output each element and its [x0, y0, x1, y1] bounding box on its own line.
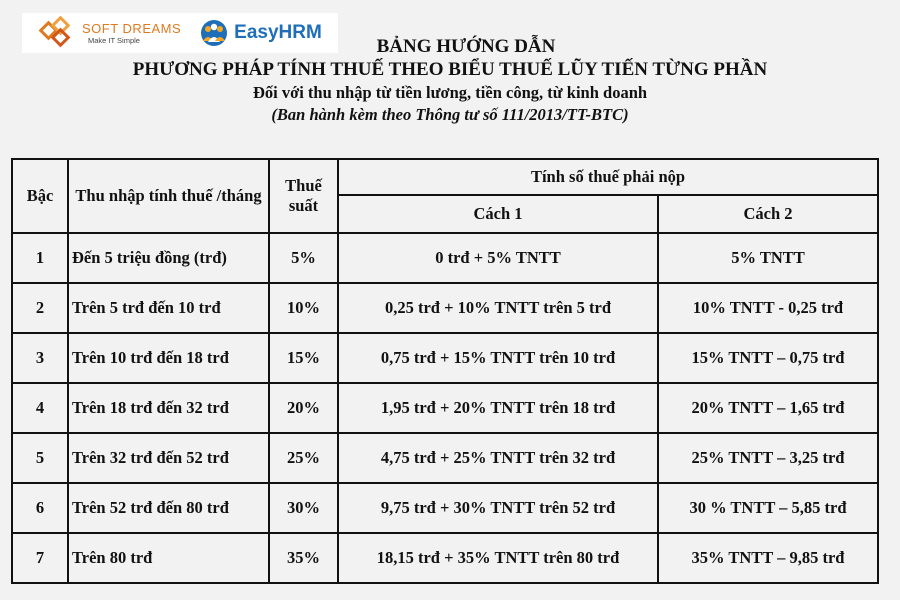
cell-method1: 1,95 trđ + 20% TNTT trên 18 trđ [338, 383, 658, 433]
table-row [12, 333, 878, 383]
cell-income: Trên 52 trđ đến 80 trđ [68, 483, 269, 533]
cell-method1: 0,25 trđ + 10% TNTT trên 5 trđ [338, 283, 658, 333]
softdreams-name: SOFT DREAMS [82, 20, 182, 36]
cell-bac: 3 [12, 333, 68, 383]
cell-method2: 30 % TNTT – 5,85 trđ [658, 483, 878, 533]
cell-method2: 20% TNTT – 1,65 trđ [658, 383, 878, 433]
cell-method1: 0,75 trđ + 15% TNTT trên 10 trđ [338, 333, 658, 383]
cell-rate: 25% [269, 433, 338, 483]
cell-rate: 20% [269, 383, 338, 433]
heading-line3: Đối với thu nhập từ tiền lương, tiền công, từ kinh doanh [252, 83, 648, 102]
heading-line4: (Ban hành kèm theo Thông tư số 111/2013/TT-BTC) [271, 105, 629, 124]
heading-line1: BẢNG HƯỚNG DẪN [376, 36, 556, 57]
cell-rate: 5% [269, 233, 338, 283]
cell-bac: 7 [12, 533, 68, 583]
table-row [12, 283, 878, 333]
cell-rate: 15% [269, 333, 338, 383]
cell-method2: 15% TNTT – 0,75 trđ [658, 333, 878, 383]
cell-method2: 35% TNTT – 9,85 trđ [658, 533, 878, 583]
header-method1: Cách 1 [338, 195, 658, 233]
cell-method2: 25% TNTT – 3,25 trđ [658, 433, 878, 483]
cell-income: Trên 10 trđ đến 18 trđ [68, 333, 269, 383]
softdreams-tagline: Make IT Simple [88, 35, 140, 45]
header-rate: Thuế suất [269, 159, 338, 233]
cell-rate: 10% [269, 283, 338, 333]
document-heading [0, 36, 900, 126]
cell-method1: 0 trđ + 5% TNTT [338, 233, 658, 283]
cell-bac: 2 [12, 283, 68, 333]
cell-bac: 4 [12, 383, 68, 433]
header-income: Thu nhập tính thuế /tháng [68, 159, 269, 233]
easyhrm-hrm: HRM [278, 22, 322, 43]
cell-method1: 9,75 trđ + 30% TNTT trên 52 trđ [338, 483, 658, 533]
table-row [12, 483, 878, 533]
cell-income: Trên 5 trđ đến 10 trđ [68, 283, 269, 333]
header-calc: Tính số thuế phải nộp [338, 159, 878, 195]
table-row [12, 233, 878, 283]
cell-income: Trên 32 trđ đến 52 trđ [68, 433, 269, 483]
table-row [12, 383, 878, 433]
cell-income: Đến 5 triệu đồng (trđ) [68, 233, 269, 283]
cell-rate: 30% [269, 483, 338, 533]
cell-bac: 6 [12, 483, 68, 533]
cell-method2: 10% TNTT - 0,25 trđ [658, 283, 878, 333]
easyhrm-easy: Easy [234, 22, 279, 43]
heading-line2: PHƯƠNG PHÁP TÍNH THUẾ THEO BIỂU THUẾ LŨY TIẾN TỪNG PHẦN [132, 59, 768, 80]
cell-rate: 35% [269, 533, 338, 583]
cell-method1: 4,75 trđ + 25% TNTT trên 32 trđ [338, 433, 658, 483]
cell-method1: 18,15 trđ + 35% TNTT trên 80 trđ [338, 533, 658, 583]
header-bac: Bậc [12, 159, 68, 233]
table-row [12, 533, 878, 583]
cell-income: Trên 18 trđ đến 32 trđ [68, 383, 269, 433]
cell-income: Trên 80 trđ [68, 533, 269, 583]
cell-bac: 1 [12, 233, 68, 283]
tax-table [11, 158, 879, 584]
cell-method2: 5% TNTT [658, 233, 878, 283]
cell-bac: 5 [12, 433, 68, 483]
table-row [12, 433, 878, 483]
header-method2: Cách 2 [658, 195, 878, 233]
header-row [12, 159, 878, 195]
